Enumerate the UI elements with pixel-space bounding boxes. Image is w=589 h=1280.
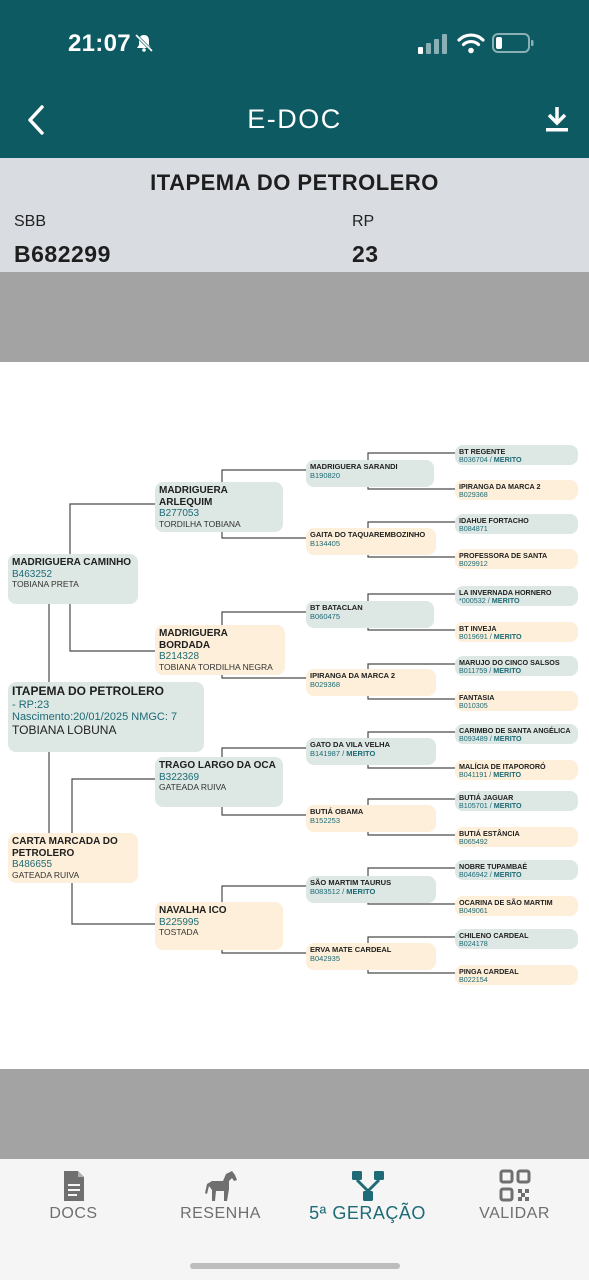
qr-code-icon: [497, 1169, 533, 1203]
download-button[interactable]: [542, 104, 572, 134]
ancestor-node[interactable]: [455, 691, 578, 711]
root-birth: Nascimento:20/01/2025 NMGC: 7: [12, 711, 178, 724]
ancestor-node[interactable]: [455, 724, 578, 744]
node-code: B042935: [310, 953, 341, 963]
node-name: MADRIGUERA BORDADA: [159, 628, 228, 651]
node-coat: TOSTADA: [159, 927, 199, 937]
node-name: PINGA CARDEAL: [459, 967, 519, 976]
node-name: IPIRANGA DA MARCA 2: [459, 482, 541, 491]
page-title: E-DOC: [247, 104, 342, 134]
node-code: B029912: [459, 559, 488, 569]
node-code: B065492: [459, 837, 488, 847]
node-name: CHILENO CARDEAL: [459, 931, 529, 940]
great-grandparent-node[interactable]: [306, 528, 436, 555]
ancestor-node[interactable]: [455, 896, 578, 916]
ancestor-node[interactable]: [455, 622, 578, 642]
ancestor-node[interactable]: [455, 965, 578, 985]
node-code: B060475: [310, 611, 341, 621]
node-code: B105701 / MERITO: [459, 801, 522, 811]
ancestor-node[interactable]: [455, 760, 578, 780]
signal-icon: [418, 34, 448, 54]
node-code: B214328: [159, 651, 200, 662]
tree-icon: [350, 1169, 386, 1203]
horse-icon: [203, 1169, 239, 1203]
ancestor-node[interactable]: [455, 445, 578, 465]
node-code: B024178: [459, 939, 488, 949]
node-name: BT INVEJA: [459, 624, 497, 633]
node-code: B093489 / MERITO: [459, 734, 522, 744]
node-name: TRAGO LARGO DA OCA: [159, 760, 276, 771]
ancestor-node[interactable]: [455, 586, 578, 606]
grandparent-node[interactable]: [155, 625, 285, 675]
node-name: ERVA MATE CARDEAL: [310, 945, 392, 954]
root-coat: TOBIANA LOBUNA: [12, 723, 117, 738]
ancestor-node[interactable]: [455, 860, 578, 880]
great-grandparent-node[interactable]: [306, 669, 436, 696]
nav-resenha[interactable]: [147, 1159, 294, 1239]
node-name: LA INVERNADA HORNERO: [459, 588, 552, 597]
sbb-label: SBB: [14, 213, 47, 230]
bell-muted-icon: [134, 33, 154, 53]
home-indicator: [190, 1263, 400, 1269]
document-icon: [56, 1169, 92, 1203]
node-code: B049061: [459, 906, 488, 916]
node-name: CARIMBO DE SANTA ANGÉLICA: [459, 726, 571, 735]
animal-info: [0, 158, 589, 272]
gray-band-top: [0, 272, 589, 362]
ancestor-node[interactable]: [455, 549, 578, 569]
great-grandparent-node[interactable]: [306, 943, 436, 970]
great-grandparent-node[interactable]: [306, 460, 434, 487]
node-name: BT REGENTE: [459, 447, 506, 456]
node-name: SÃO MARTIM TAURUS: [310, 878, 392, 887]
ancestor-node[interactable]: [455, 656, 578, 676]
bottom-navigation: [0, 1159, 589, 1280]
node-name: NOBRE TUPAMBAÉ: [459, 862, 528, 871]
status-time: 21:07: [68, 30, 131, 57]
app-header: [0, 0, 589, 158]
animal-name: ITAPEMA DO PETROLERO: [150, 170, 439, 195]
node-code: B046942 / MERITO: [459, 870, 522, 880]
node-name: BT BATACLAN: [310, 603, 363, 612]
dam-node[interactable]: [8, 833, 138, 883]
node-name: FANTASIA: [459, 693, 495, 702]
node-code: B010305: [459, 701, 488, 711]
node-code: B322369: [159, 771, 200, 783]
great-grandparent-node[interactable]: [306, 876, 436, 903]
node-name: BUTIÁ ESTÂNCIA: [459, 829, 520, 838]
node-name: OCARINA DE SÃO MARTIM: [459, 898, 553, 907]
node-name: BUTIÁ OBAMA: [310, 807, 364, 816]
nav-label: DOCS: [49, 1205, 98, 1222]
node-code: B190820: [310, 470, 341, 480]
rp-label: RP: [352, 213, 375, 230]
node-coat: TOBIANA PRETA: [12, 579, 79, 589]
grandparent-node[interactable]: [155, 902, 283, 950]
node-coat: TORDILHA TOBIANA: [159, 518, 241, 529]
node-code: B029368: [310, 679, 341, 689]
wifi-icon: [457, 32, 485, 54]
node-code: B463252: [12, 568, 53, 580]
pedigree-tree: [0, 362, 589, 1069]
node-name: MARUJO DO CINCO SALSOS: [459, 658, 560, 667]
node-code: B019691 / MERITO: [459, 632, 522, 642]
node-name: CARTA MARCADA DO PETROLERO: [12, 836, 118, 859]
great-grandparent-node[interactable]: [306, 805, 436, 832]
node-code: *000532 / MERITO: [459, 596, 520, 606]
node-code: B083512 / MERITO: [310, 886, 376, 896]
great-grandparent-node[interactable]: [306, 738, 436, 765]
node-code: B084871: [459, 524, 488, 534]
ancestor-node[interactable]: [455, 514, 578, 534]
root-rp: - RP:23: [12, 698, 50, 711]
node-name: IPIRANGA DA MARCA 2: [310, 671, 396, 680]
node-name: BUTIÁ JAGUAR: [459, 793, 514, 802]
node-code: B134405: [310, 538, 341, 548]
ancestor-node[interactable]: [455, 827, 578, 847]
node-code: B277053: [159, 508, 200, 519]
node-name: NAVALHA ICO: [159, 905, 227, 916]
nav-label: 5ª GERAÇÃO: [309, 1203, 426, 1223]
node-code: B036704 / MERITO: [459, 455, 522, 465]
ancestor-node[interactable]: [455, 929, 578, 949]
node-coat: GATEADA RUIVA: [159, 782, 227, 792]
rp-value: 23: [352, 241, 379, 267]
node-code: B041191 / MERITO: [459, 770, 522, 780]
node-code: B486655: [12, 859, 53, 870]
root-name: ITAPEMA DO PETROLERO: [12, 684, 165, 698]
node-code: B011759 / MERITO: [459, 666, 522, 676]
node-name: GAITA DO TAQUAREMBOZINHO: [310, 530, 426, 539]
great-grandparent-node[interactable]: [306, 601, 434, 628]
node-name: MADRIGUERA SARANDI: [310, 462, 398, 471]
node-coat: GATEADA RUIVA: [12, 869, 80, 880]
ancestor-node[interactable]: [455, 480, 578, 500]
node-code: B022154: [459, 975, 488, 985]
node-name: IDAHUE FORTACHO: [459, 516, 529, 525]
nav-docs[interactable]: [0, 1159, 147, 1239]
grandparent-node[interactable]: [155, 482, 283, 532]
node-code: B225995: [159, 916, 200, 928]
node-name: MADRIGUERA CAMINHO: [12, 557, 132, 568]
ancestor-node[interactable]: [455, 791, 578, 811]
node-code: B141987 / MERITO: [310, 748, 376, 758]
node-name: MADRIGUERA ARLEQUIM: [159, 485, 228, 508]
node-name: GATO DA VILA VELHA: [310, 740, 391, 749]
root-node[interactable]: [8, 682, 204, 752]
nav-label: VALIDAR: [479, 1205, 550, 1222]
node-name: MALÍCIA DE ITAPORORÓ: [459, 762, 546, 771]
nav-validar[interactable]: [441, 1159, 588, 1239]
battery-icon: [492, 33, 534, 53]
node-coat: TOBIANA TORDILHA NEGRA: [159, 661, 273, 672]
sire-node[interactable]: [8, 554, 138, 604]
gray-band-bottom: [0, 1069, 589, 1159]
node-name: PROFESSORA DE SANTA: [459, 551, 548, 560]
nav-5a-geracao[interactable]: [294, 1159, 441, 1239]
grandparent-node[interactable]: [155, 757, 283, 807]
node-code: B152253: [310, 815, 341, 825]
sbb-value: B682299: [14, 241, 111, 267]
node-code: B029368: [459, 490, 488, 500]
nav-label: RESENHA: [180, 1205, 261, 1222]
